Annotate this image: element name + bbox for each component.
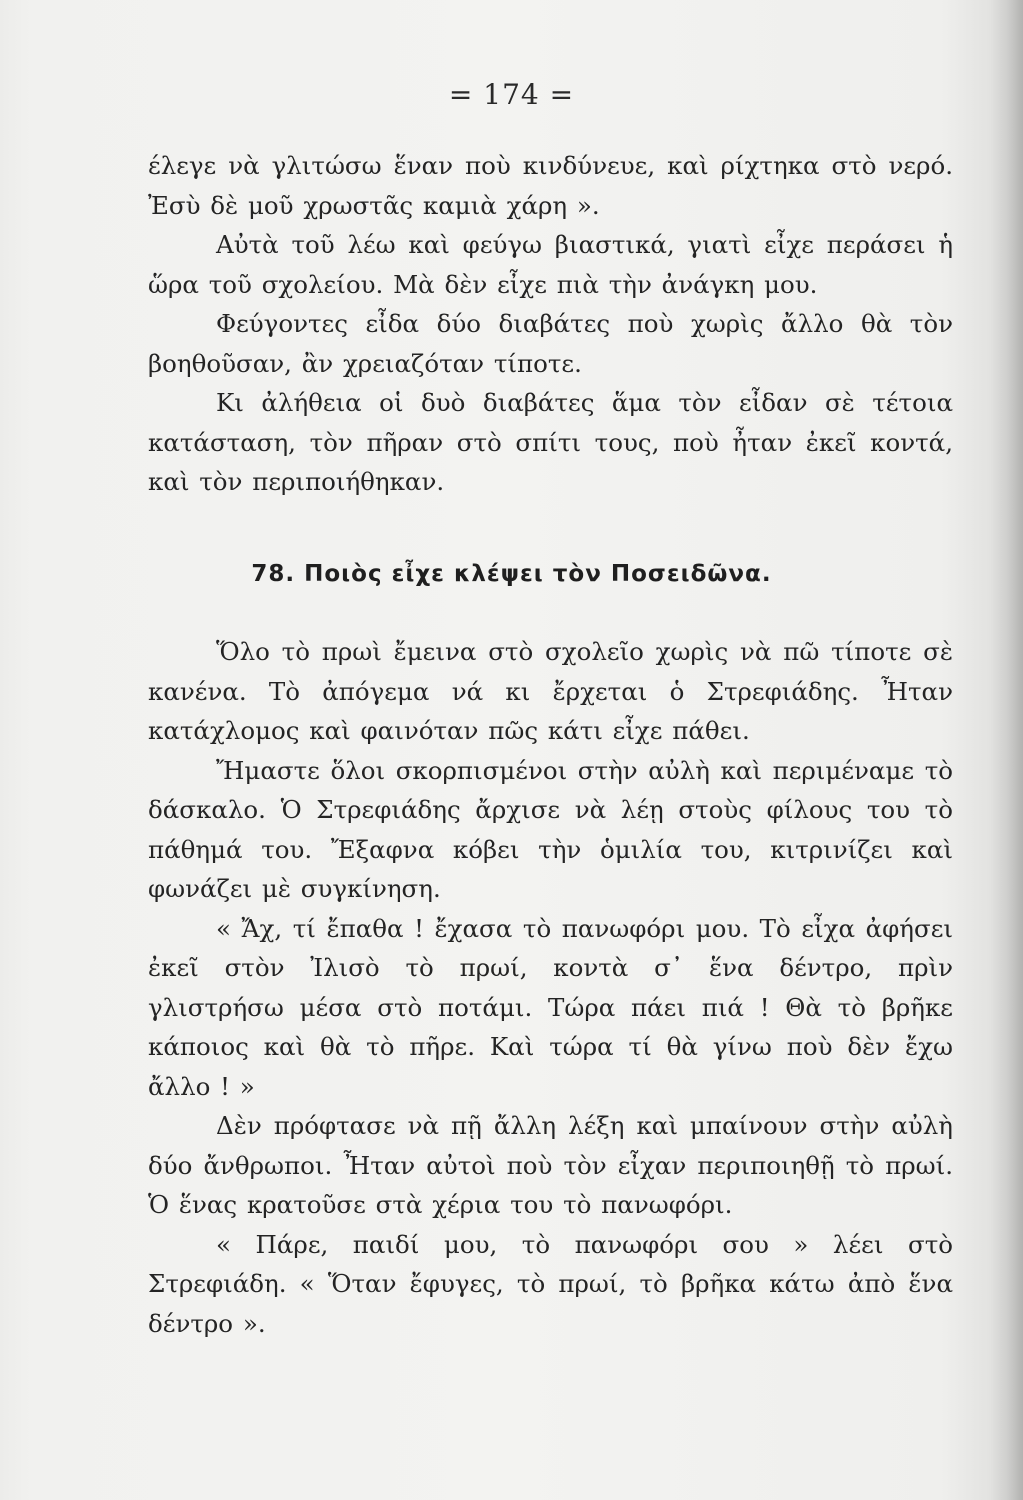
text-section-after-heading xyxy=(148,632,953,1343)
paragraph: Αὐτὰ τοῦ λέω καὶ φεύγω βιαστικά, γιατὶ εἶχε περάσει ἡ ὥρα τοῦ σχολείου. Μὰ δὲν εἶχε πιὰ τὴν ἀνάγκη μου. xyxy=(148,230,953,299)
paragraph: « Πάρε, παιδί μου, τὸ πανωφόρι σου » λέει στὸ Στρεφιάδη. « Ὅταν ἔφυγες, τὸ πρωί, τὸ βρῆκα κάτω ἀπὸ ἕνα δέντρο ». xyxy=(148,1229,953,1338)
paragraph: Κι ἀλήθεια οἱ δυὸ διαβάτες ἅμα τὸν εἶδαν σὲ τέτοια κατάσταση, τὸν πῆραν στὸ σπίτι τους, ποὺ ἦταν ἐκεῖ κοντά, καὶ τὸν περιποιήθηκαν. xyxy=(148,388,953,496)
page-number: = 174 = xyxy=(448,78,575,111)
paragraph: « Ἄχ, τί ἔπαθα ! ἔχασα τὸ πανωφόρι μου. Τὸ εἶχα ἀφήσει ἐκεῖ στὸν Ἰλισὸ τὸ πρωί, κοντὰ σ᾽ ἕνα δέντρο, πρὶν γλιστρήσω μέσα στὸ ποτάμι. Τώρα πάει πιά ! Θὰ τὸ βρῆκε κάποιος καὶ θὰ τὸ πῆρε. Καὶ τώρα τί θὰ γίνω ποὺ δὲν ἔχω ἄλλο ! » xyxy=(148,913,953,1101)
paragraph: Φεύγοντες εἶδα δύο διαβάτες ποὺ χωρὶς ἄλλο θὰ τὸν βοηθοῦσαν, ἂν χρειαζόταν τίποτε. xyxy=(148,309,953,378)
text-section-before-heading xyxy=(148,146,953,502)
paragraph: Ὅλο τὸ πρωὶ ἔμεινα στὸ σχολεῖο χωρὶς νὰ πῶ τίποτε σὲ κανένα. Τὸ ἀπόγεμα νά κι ἔρχεται ὁ Στρεφιάδης. Ἦταν κατάχλομος καὶ φαινόταν πῶς κάτι εἶχε πάθει. xyxy=(148,637,953,745)
page-gutter-shadow xyxy=(989,0,1023,1500)
paragraph: Δὲν πρόφτασε νὰ πῇ ἄλλη λέξη καὶ μπαίνουν στὴν αὐλὴ δύο ἄνθρωποι. Ἦταν αὐτοὶ ποὺ τὸν εἶχαν περιποιηθῇ τὸ πρωί. Ὁ ἕνας κρατοῦσε στὰ χέρια του τὸ πανωφόρι. xyxy=(148,1111,953,1219)
paragraph: Ἤμαστε ὅλοι σκορπισμένοι στὴν αὐλὴ καὶ περιμέναμε τὸ δάσκαλο. Ὁ Στρεφιάδης ἄρχισε νὰ λέῃ στοὺς φίλους του τὸ πάθημά του. Ἔξαφνα κόβει τὴν ὁμιλία του, κιτρινίζει καὶ φωνάζει μὲ συγκίνηση. xyxy=(148,755,953,903)
chapter-heading: 78. Ποιὸς εἶχε κλέψει τὸν Ποσειδῶνα. xyxy=(251,561,772,587)
paragraph: έλεγε νὰ γλιτώσω ἕναν ποὺ κινδύνευε, καὶ ρίχτηκα στὸ νερό. Ἐσὺ δὲ μοῦ χρωστᾶς καμιὰ χάρη ». xyxy=(148,151,953,220)
